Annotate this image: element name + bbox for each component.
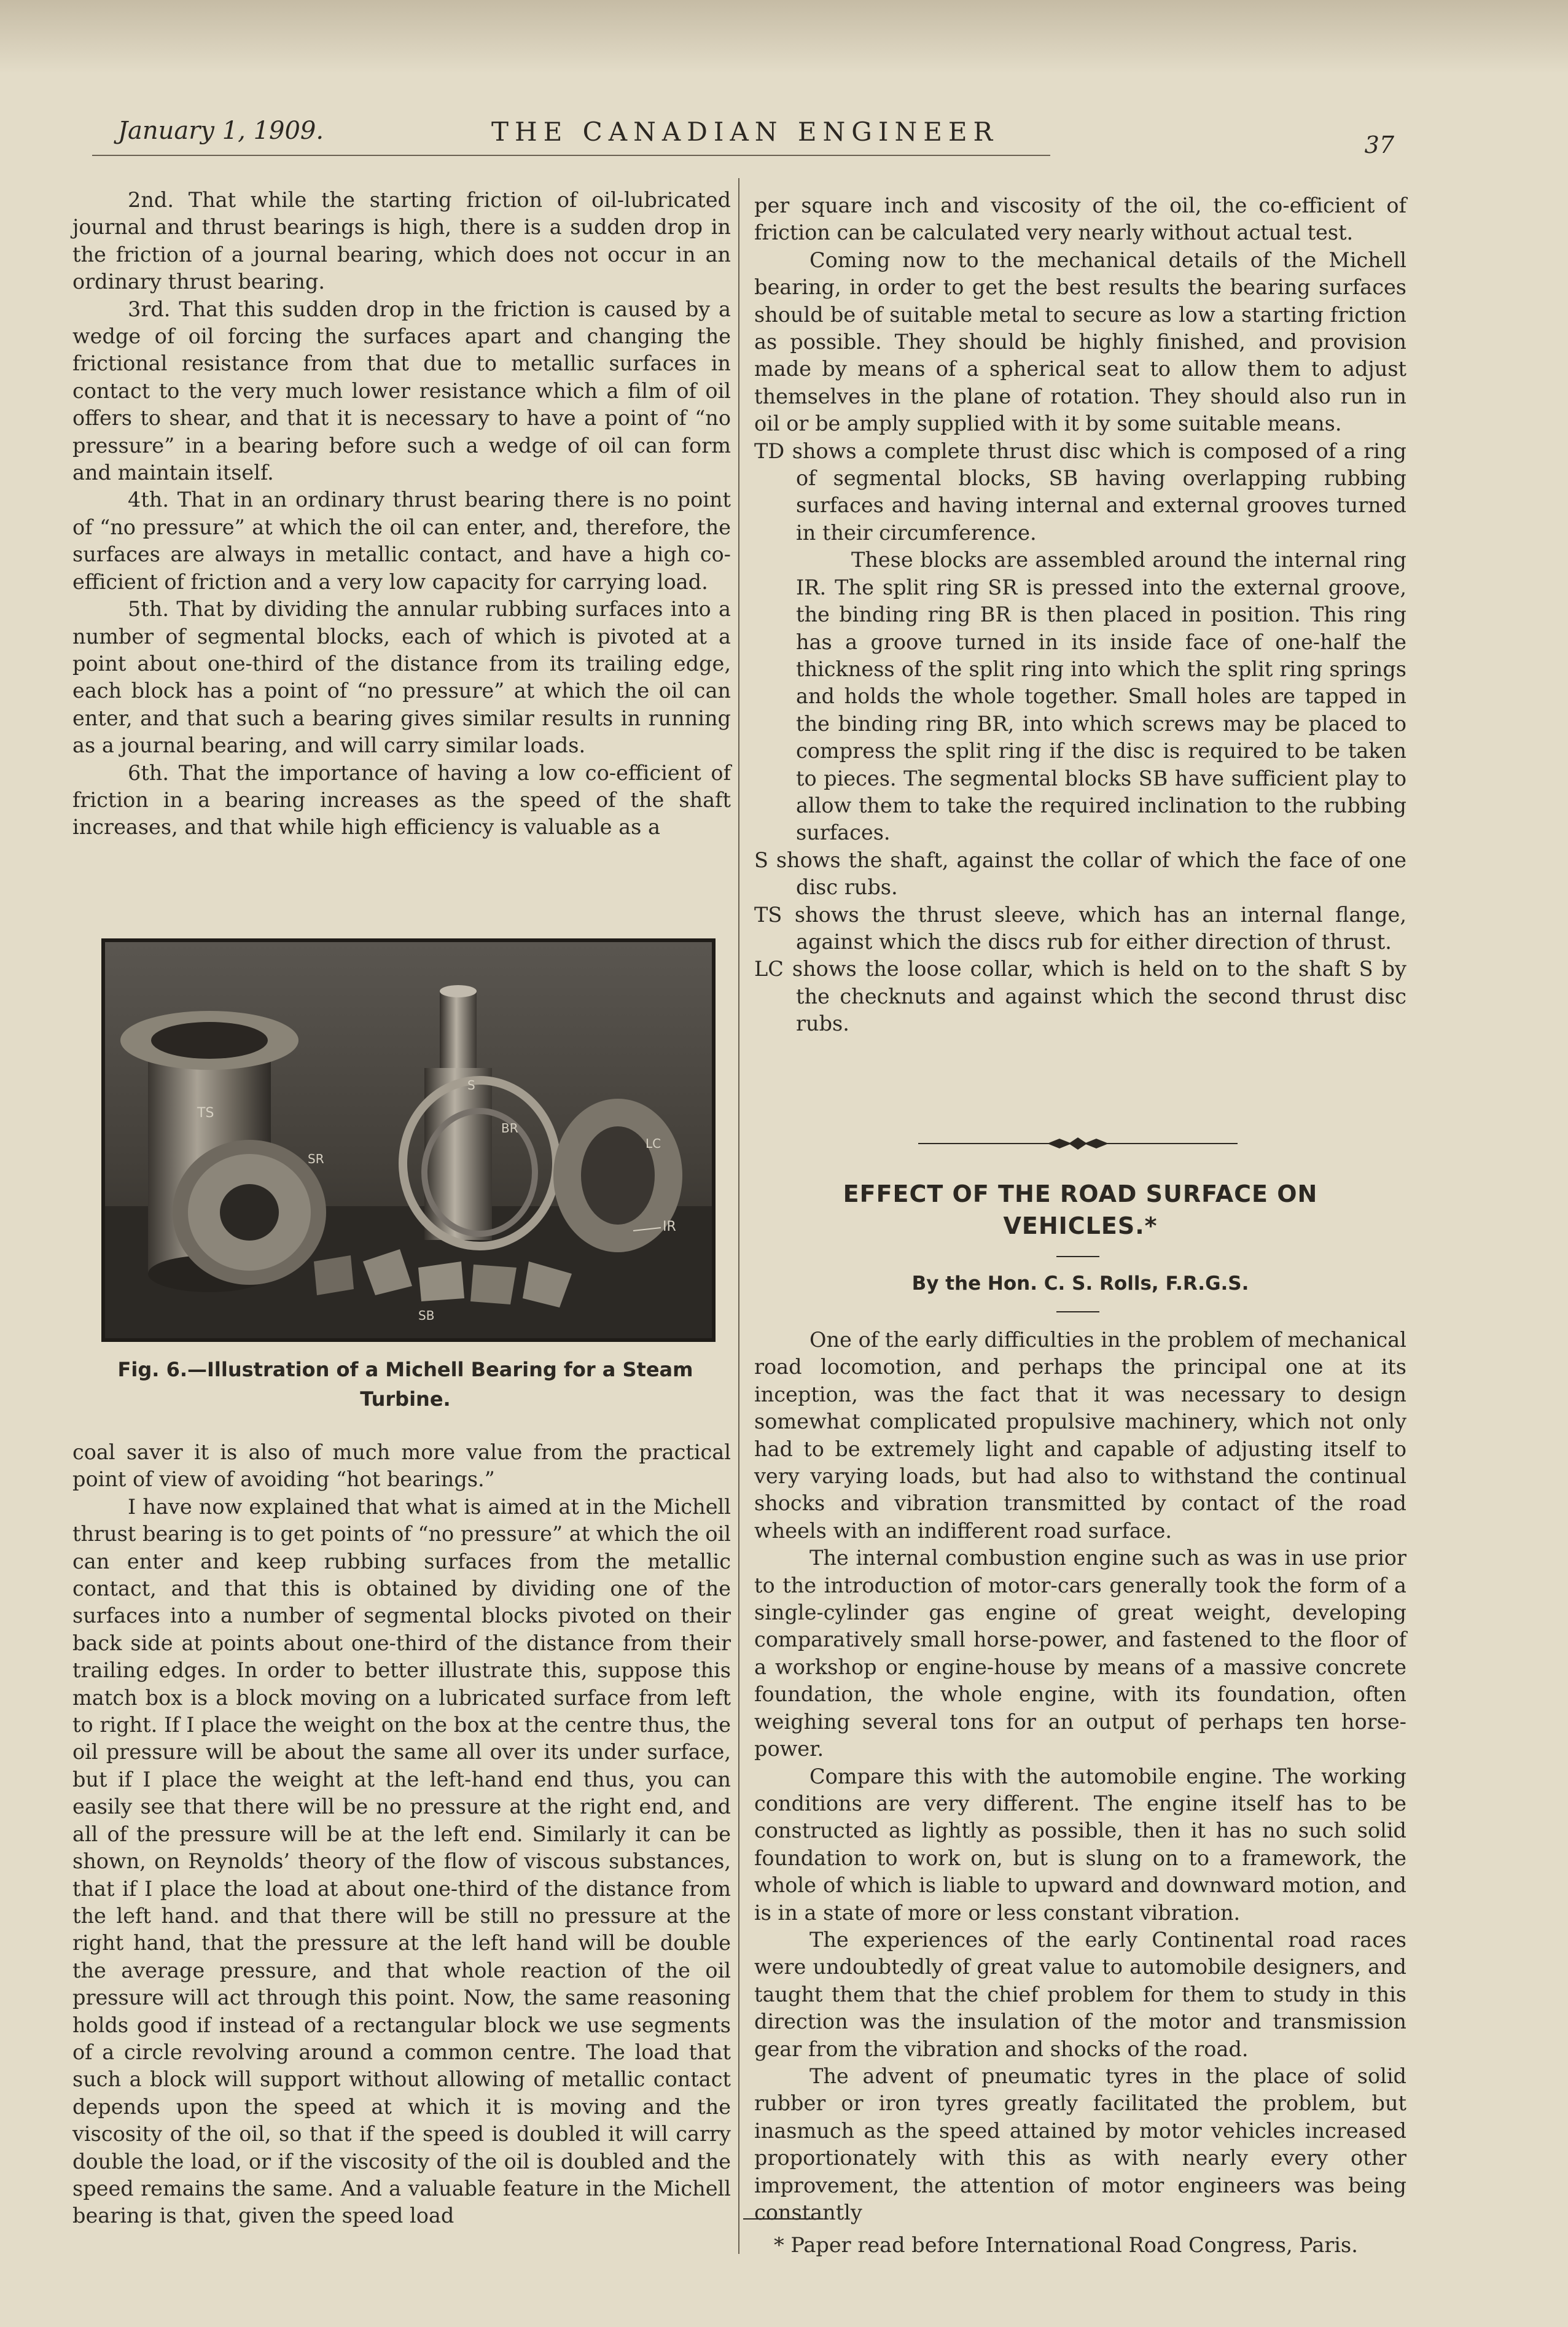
paragraph: per square inch and viscosity of the oil, the co-efficient of friction can be calculated very nearly without actual test.	[754, 193, 1406, 245]
footnote-rule	[743, 2218, 823, 2220]
journal-title: THE CANADIAN ENGINEER	[491, 117, 999, 147]
title-line: EFFECT OF THE ROAD SURFACE ON	[843, 1180, 1318, 1207]
label-s: S	[467, 1078, 475, 1093]
right-column-top	[754, 192, 1406, 1038]
paragraph: The internal combustion engine such as was in use prior to the introduction of motor-cars generally took the form of a single-cylinder gas engine of great weight, developing comparatively small horse-power, and fastened to the floor of a workshop or engine-house by means of a massive concrete foundation, the whole engine, with its foundation, often weighing several tons for an output of perhaps ten horse-power.	[754, 1546, 1406, 1761]
article-title	[754, 1178, 1406, 1242]
label-ir: IR	[663, 1219, 676, 1234]
paragraph: 5th. That by dividing the annular rubbing surfaces into a number of segmental blocks, each of which is pivoted at a point about one-third of the distance from its trailing edge, each block has a point of “no pressure” at which the oil can enter, and that such a bearing gives similar results in running as a journal bearing, and will carry similar loads.	[72, 597, 731, 758]
title-rule	[1056, 1256, 1099, 1257]
article-body	[754, 1327, 1406, 2226]
paragraph: 3rd. That this sudden drop in the friction is caused by a wedge of oil forcing the surfaces apart and changing the frictional resistance from that due to metallic surfaces in contact to the very much lower resistance which a film of oil offers to shear, and that it is necessary to have a point of “no pressure” in a bearing before such a wedge of oil can form and maintain itself.	[72, 297, 731, 485]
paragraph: coal saver it is also of much more value from the practical point of view of avoiding “hot bearings.”	[72, 1440, 731, 1492]
paragraph: 2nd. That while the starting friction of oil-lubricated journal and thrust bearings is high, there is a sudden drop in the friction of a journal bearing, which does not occur in an ordinary thrust bearing.	[72, 188, 731, 294]
td-continuation: These blocks are assembled around the internal ring IR. The split ring SR is pressed into the external groove, the binding ring BR is then placed in position. This ring has a groove turned in its inside face of one-half the thickness of the split ring into which the split ring springs and holds the whole together. Small holes are tapped in the binding ring BR, into which screws may be placed to compress the split ring if the disc is required to be taken to pieces. The segmental blocks SB have sufficient play to allow them to take the required inclination to the rubbing surfaces.	[796, 548, 1406, 845]
label-sr: SR	[308, 1152, 324, 1166]
caption-line: Fig. 6.—Illustration of a Michell Bearing for a Steam	[117, 1358, 693, 1381]
paragraph: The advent of pneumatic tyres in the place of solid rubber or iron tyres greatly facilitated the problem, but inasmuch as the speed attained by motor vehicles increased proportionately with this as with nearly every other improvement, the attention of motor engineers was being constantly	[754, 2064, 1406, 2224]
ts-description: TS shows the thrust sleeve, which has an internal flange, against which the discs rub for either direction of thrust.	[754, 902, 1406, 954]
paragraph: I have now explained that what is aimed at in the Michell thrust bearing is to get points of “no pressure” at which the oil can enter and keep rubbing surfaces from the metallic contact, and that this is obtained by dividing one of the surfaces into a number of segmental blocks pivoted on their back side at points about one-third of the distance from their trailing edges. In order to better illustrate this, suppose this match box is a block moving on a lubricated surface from left to right. If I place the weight on the box at the centre thus, the oil pressure will be about the same all over its under surface, but if I place the weight at the left-hand end thus, you can easily see that there will be no pressure at the right end, and all of the pressure will be at the left end. Similarly it can be shown, on Reynolds’ theory of the flow of viscous substances, that if I place the load at about one-third of the distance from the left hand. and that there will be still no pressure at the right hand, that the pressure at the left hand will be double the average pressure, and that whole reaction of the oil pressure will act through this point. Now, the same reasoning holds good if instead of a rectangular block we use segments of a circle revolving around a common centre. The load that such a block will support without allowing of metallic contact depends upon the speed at which it is moving and the viscosity of the oil, so that if the speed is doubled it will carry double the load, or if the viscosity of the oil is doubled and the speed remains the same. And a valuable feature in the Michell bearing is that, given the speed load	[72, 1494, 731, 2228]
article-byline: By the Hon. C. S. Rolls, F.R.G.S.	[911, 1273, 1249, 1295]
page-number: 37	[1364, 131, 1394, 158]
michell-bearing-photo	[101, 938, 716, 1342]
footnote: * Paper read before International Road Congress, Paris.	[774, 2233, 1358, 2257]
column-divider	[738, 178, 739, 2254]
paper-stain	[0, 0, 1568, 74]
byline-rule	[1056, 1311, 1099, 1312]
paragraph: Coming now to the mechanical details of the Michell bearing, in order to get the best results the bearing surfaces should be of suitable metal to secure as low a starting friction as possible. They should be highly finished, and provision made by means of a spherical seat to allow them to adjust themselves in the plane of rotation. They should also run in oil or be amply supplied with it by some suitable means.	[754, 248, 1406, 436]
figure-caption	[92, 1355, 719, 1414]
bearing-illustration	[105, 942, 712, 1338]
left-column-top	[72, 187, 731, 841]
label-br: BR	[501, 1121, 518, 1136]
td-description: TD shows a complete thrust disc which is composed of a ring of segmental blocks, SB having overlapping rubbing surfaces and having internal and external grooves turned in their circumference.	[754, 439, 1406, 545]
paragraph: 6th. That the importance of having a low co-efficient of friction in a bearing increases as the speed of the shaft increases, and that while high efficiency is valuable as a	[72, 760, 731, 840]
paragraph: The experiences of the early Continental road races were undoubtedly of great value to automobile designers, and taught them that the chief problem for them to study in this direction was the insulation of the motor and transmission gear from the vibration and shocks of the road.	[754, 1927, 1406, 2061]
page-header	[92, 117, 1394, 172]
s-description: S shows the shaft, against the collar of which the face of one disc rubs.	[754, 848, 1406, 900]
left-column-bottom	[72, 1439, 731, 2230]
label-ts: TS	[197, 1105, 214, 1121]
paragraph: One of the early difficulties in the problem of mechanical road locomotion, and perhaps the principal one at its inception, was the fact that it was necessary to design somewhat complicated propulsive machinery, which not only had to be extremely light and capable of adjusting itself to very varying loads, but had also to withstand the continual shocks and vibration transmitted by contact of the road wheels with an indifferent road surface.	[754, 1328, 1406, 1543]
lc-description: LC shows the loose collar, which is held on to the shaft S by the checknuts and against which the second thrust disc rubs.	[754, 957, 1406, 1036]
paragraph: Compare this with the automobile engine. The working conditions are very different. The engine itself has to be constructed as lightly as possible, then it has no such solid foundation to work on, but is slung on to a framework, the whole of which is liable to upward and downward motion, and is in a state of more or less constant vibration.	[754, 1764, 1406, 1925]
issue-date: January 1, 1909.	[118, 117, 324, 145]
label-lc: LC	[646, 1136, 661, 1151]
header-rule	[92, 155, 1050, 156]
title-line: VEHICLES.*	[1003, 1212, 1158, 1239]
caption-line: Turbine.	[360, 1387, 451, 1411]
label-sb: SB	[418, 1308, 435, 1323]
paragraph: 4th. That in an ordinary thrust bearing there is no point of “no pressure” at which the oil can enter, and, therefore, the surfaces are always in metallic contact, and have a high co-efficient of friction and a very low capacity for carrying load.	[72, 488, 731, 594]
section-ornament	[918, 1131, 1238, 1156]
